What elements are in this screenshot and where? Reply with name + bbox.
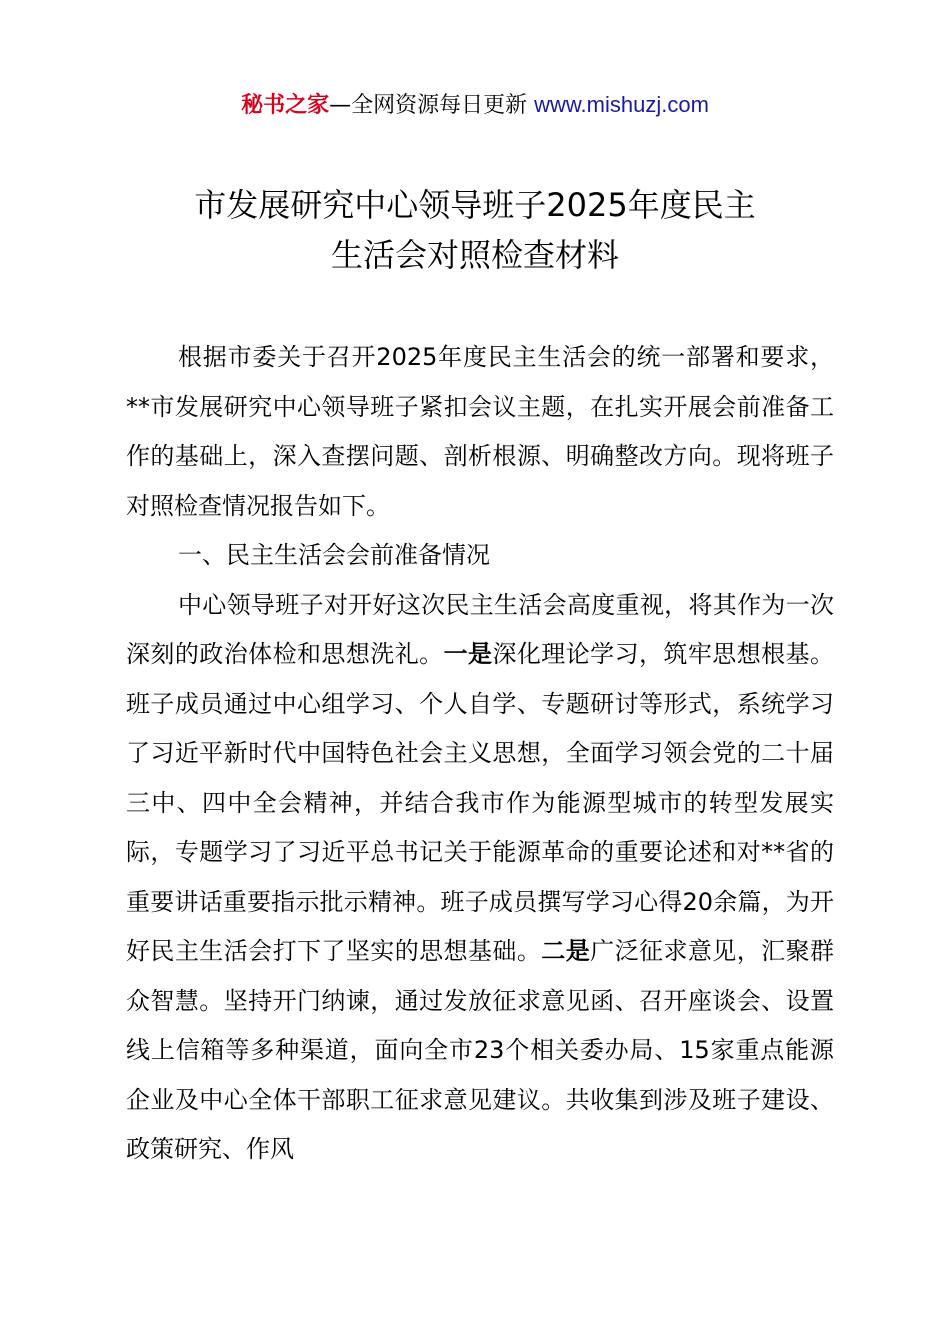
- document-title-line-2: 生活会对照检查材料: [330, 236, 619, 274]
- preparation-text-1: 中心领导班子对开好这次民主生活会高度重视，将其作为一次深刻的政治体检和思想洗礼。: [126, 590, 834, 668]
- intro-paragraph: 根据市委关于召开2025年度民主生活会的统一部署和要求，**市发展研究中心领导班子紧扣会议主题，在扎实开展会前准备工作的基础上，深入查摆问题、剖析根源、明确整改方向。现将班子对照检查情况报告如下。: [126, 343, 834, 520]
- document-title: [90, 180, 860, 280]
- preparation-text-2: 深化理论学习，筑牢思想根基。班子成员通过中心组学习、个人自学、专题研讨等形式，系统学习了习近平新时代中国特色社会主义思想，全面学习领会党的二十届三中、四中全会精神，并结合我市作为能源型城市的转型发展实际，专题学习了习近平总书记关于能源革命的重要论述和对**省的重要讲话重要指示批示精神。班子成员撰写学习心得20余篇，为开好民主生活会打下了坚实的思想基础。: [126, 640, 835, 965]
- point-two-lead: 二是: [541, 937, 591, 965]
- site-url-link[interactable]: www.mishuzj.com: [534, 92, 709, 117]
- preparation-text-3: 广泛征求意见，汇聚群众智慧。坚持开门纳谏，通过发放征求意见函、召开座谈会、设置线上信箱等多种渠道，面向全市23个相关委办局、15家重点能源企业及中心全体干部职工征求意见建议。共收集到涉及班子建设、政策研究、作风: [126, 937, 835, 1163]
- section-1-heading: 一、民主生活会会前准备情况: [178, 541, 490, 569]
- site-brand: 秘书之家: [241, 93, 330, 118]
- preparation-paragraph: [126, 581, 834, 1175]
- document-title-line-1: 市发展研究中心领导班子2025年度民主: [194, 186, 756, 224]
- site-tagline: —全网资源每日更新: [329, 93, 535, 118]
- document-body: [126, 333, 834, 1175]
- point-one-lead: 一是: [443, 640, 493, 668]
- site-header: [0, 88, 950, 123]
